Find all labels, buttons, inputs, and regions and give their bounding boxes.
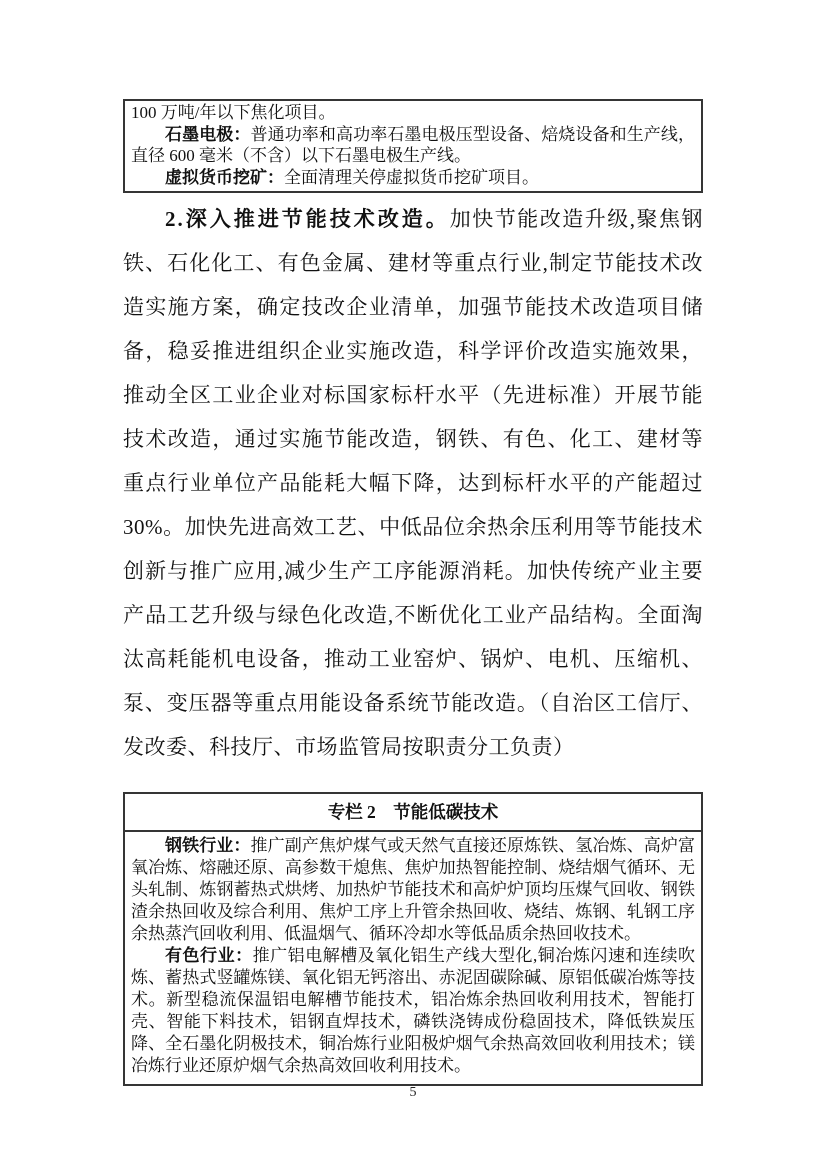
nonferrous-industry-text: 推广铝电解槽及氧化铝生产线大型化,铜冶炼闪速和连续吹炼、蓄热式竖罐炼镁、氧化铝无钙溶出、赤泥固碳除碱、原铝低碳冶炼等技术。新型稳流保温铝电解槽节能技术，铝冶炼余热回收利用技术，智能打壳、智能下料技术，铝钢直焊技术，磷铁浇铸成份稳固技术，降低铁炭压降、全石墨化阴极技术，铜冶炼行业阳极炉烟气余热高效回收利用技术；镁冶炼行业还原炉烟气余热高效回收利用技术。: [131, 946, 695, 1075]
page-number: 5: [409, 1085, 417, 1100]
box-line-coking-projects: [131, 102, 695, 124]
section-paragraph-energy-saving-retrofit: [123, 197, 703, 769]
box-line-crypto-mining: [131, 167, 695, 189]
crypto-mining-text: 全面清理关停虚拟货币挖矿项目。: [284, 167, 539, 187]
steel-industry-paragraph: [131, 835, 695, 945]
column-2-box: [123, 792, 703, 1086]
steel-industry-label: 钢铁行业：: [165, 836, 251, 855]
graphite-electrode-text: 普通功率和高功率石墨电极压型设备、焙烧设备和生产线，直径 600 毫米（不含）以下石墨电极生产线。: [131, 124, 695, 165]
nonferrous-industry-label: 有色行业：: [165, 946, 253, 965]
restricted-projects-box: [123, 99, 703, 193]
nonferrous-industry-paragraph: [131, 945, 695, 1077]
column-2-title: 专栏 2 节能低碳技术: [125, 794, 701, 832]
steel-industry-text: 推广副产焦炉煤气或天然气直接还原炼铁、氢冶炼、高炉富氧冶炼、熔融还原、高参数干熄焦、焦炉加热智能控制、烧结烟气循环、无头轧制、炼钢蓄热式烘烤、加热炉节能技术和高炉炉顶均压煤气回收、钢铁渣余热回收及综合利用、焦炉工序上升管余热回收、烧结、炼钢、轧钢工序余热蒸汽回收利用、低温烟气、循环冷却水等低品质余热回收技术。: [131, 836, 695, 943]
crypto-mining-label: 虚拟货币挖矿：: [165, 167, 284, 187]
graphite-electrode-label: 石墨电极：: [165, 124, 251, 144]
box-line-text: 100 万吨/年以下焦化项目。: [131, 103, 336, 122]
column-2-body: [125, 832, 701, 1084]
paragraph-heading: 2.深入推进节能技术改造。: [165, 207, 450, 231]
paragraph-body: 加快节能改造升级,聚焦钢铁、石化化工、有色金属、建材等重点行业,制定节能技术改造实施方案，确定技改企业清单，加强节能技术改造项目储备，稳妥推进组织企业实施改造，科学评价改造实施效果，推动全区工业企业对标国家标杆水平（先进标准）开展节能技术改造，通过实施节能改造，钢铁、有色、化工、建材等重点行业单位产品能耗大幅下降，达到标杆水平的产能超过30%。加快先进高效工艺、中低品位余热余压利用等节能技术创新与推广应用,减少生产工序能源消耗。加快传统产业主要产品工艺升级与绿色化改造,不断优化工业产品结构。全面淘汰高耗能机电设备，推动工业窑炉、锅炉、电机、压缩机、泵、变压器等重点用能设备系统节能改造。（自治区工信厅、发改委、科技厅、市场监管局按职责分工负责）: [123, 207, 703, 759]
box-line-graphite-electrode: [131, 124, 695, 167]
